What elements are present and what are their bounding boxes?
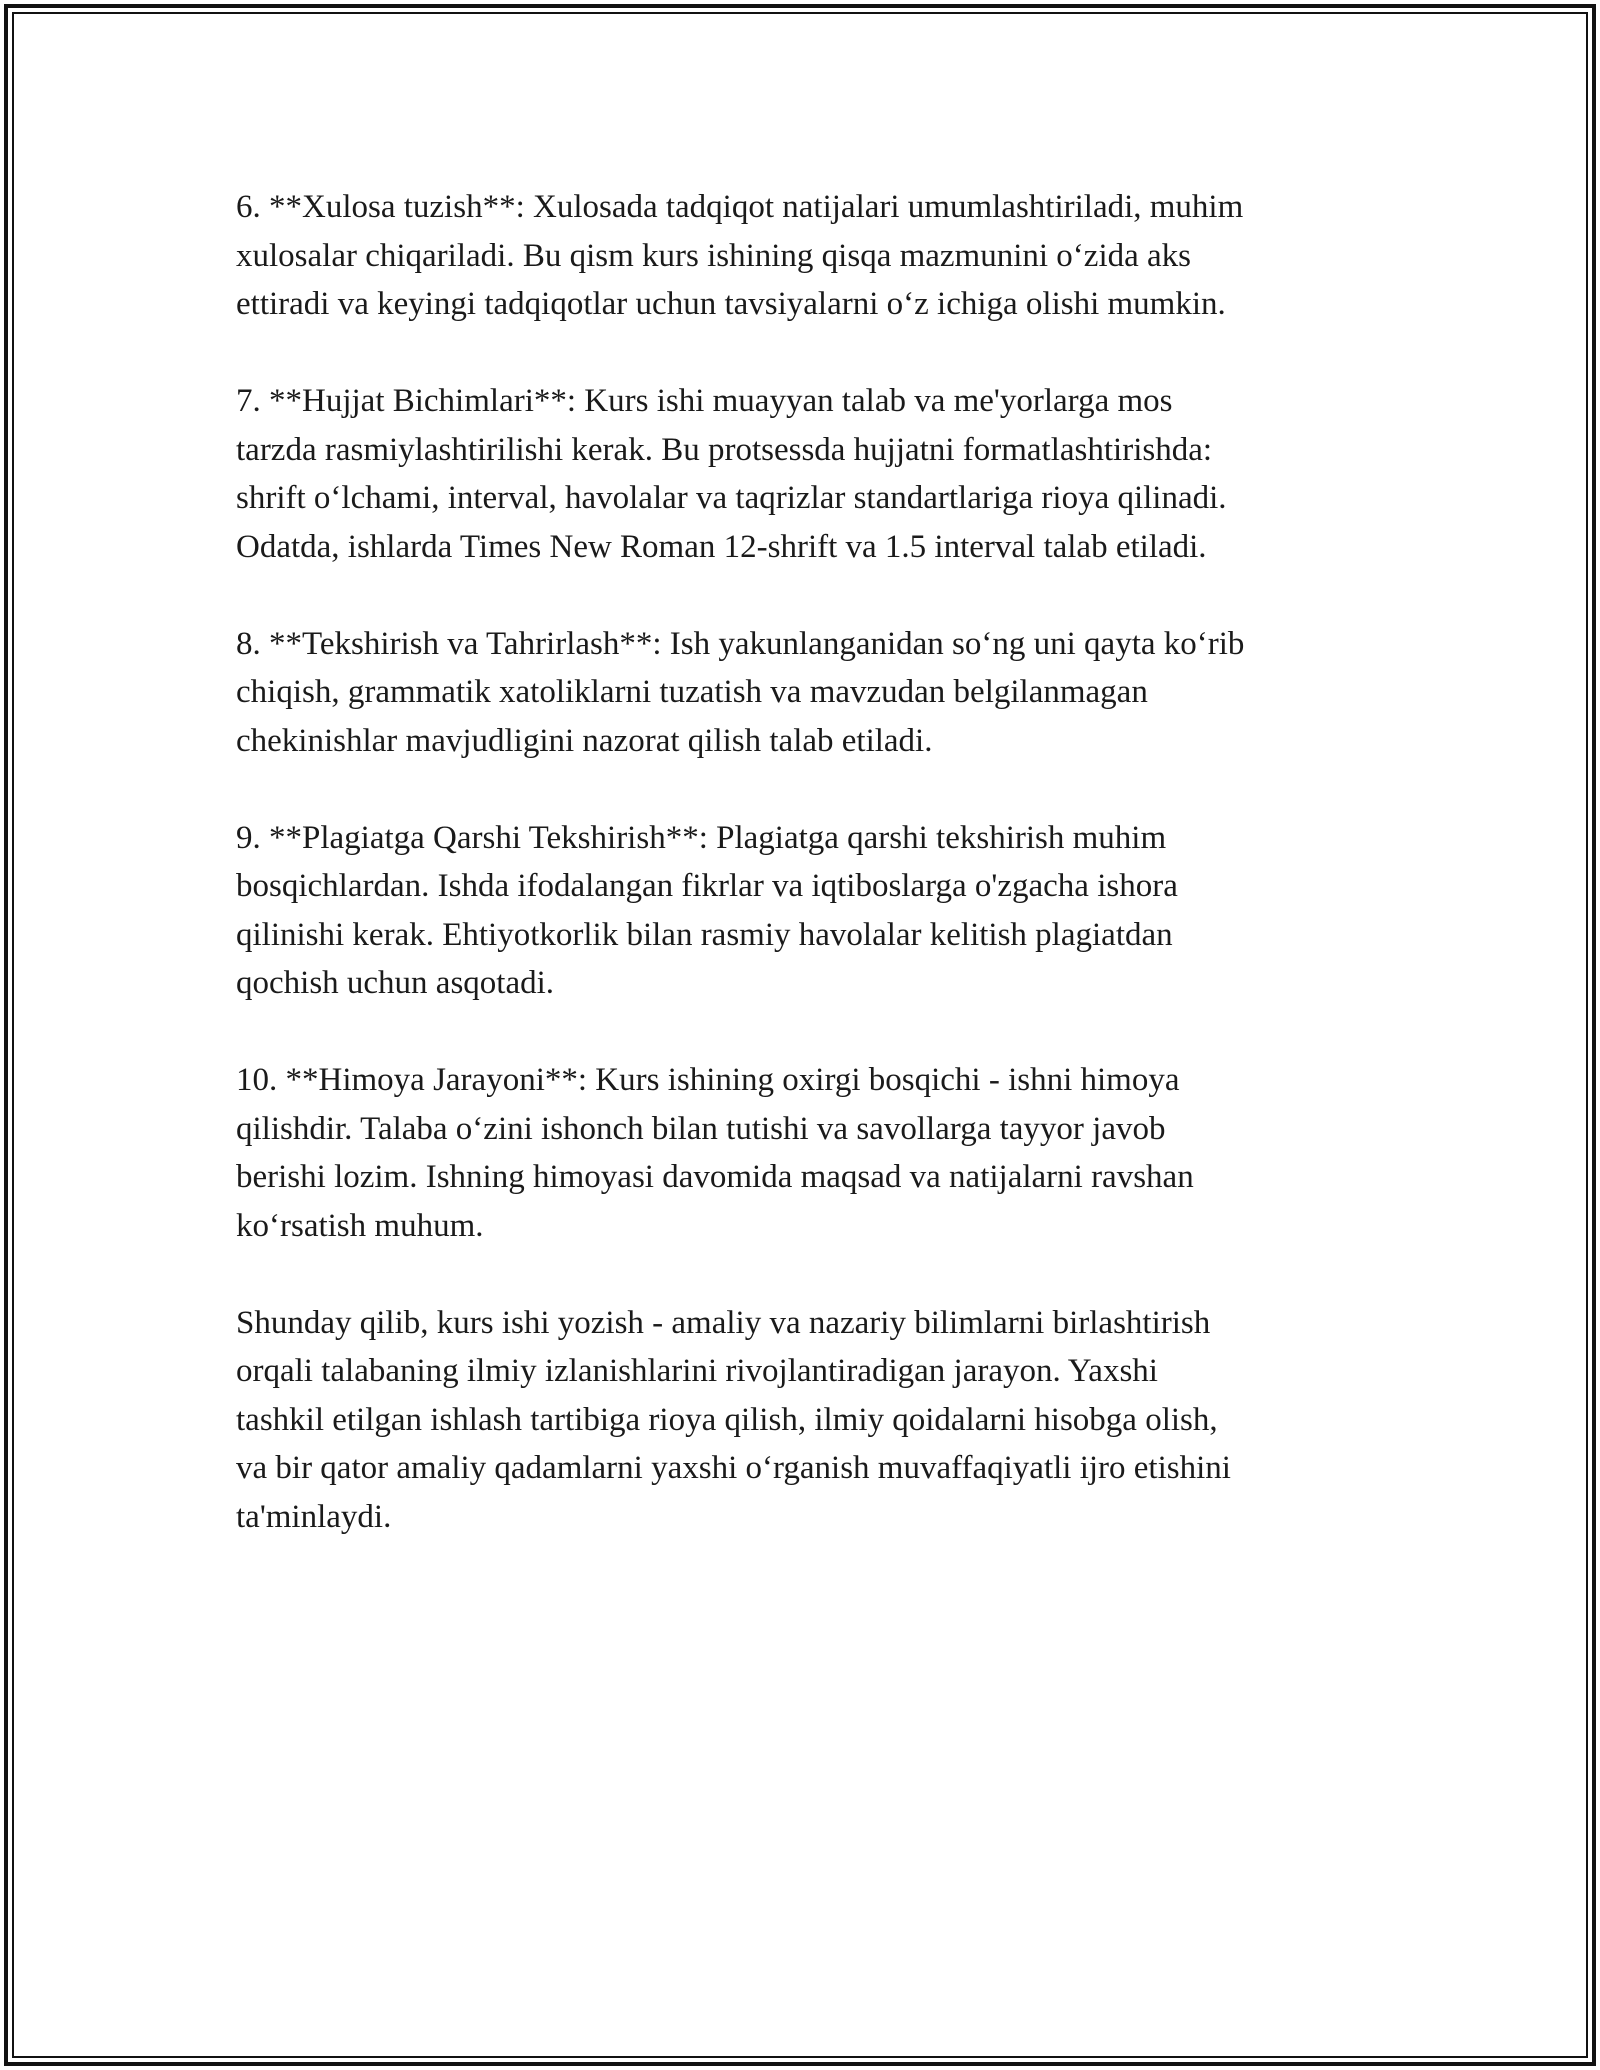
paragraph-8-tekshirish-va-tahrirlash: 8. **Tekshirish va Tahrirlash**: Ish yakunlanganidan so‘ng uni qayta ko‘rib chiqish, grammatik xatoliklarni tuzatish va mavzudan belgilanmagan chekinishlar mavjudligini nazorat qilish talab etiladi. — [236, 625, 1245, 759]
paragraph-7-hujjat-bichimlari: 7. **Hujjat Bichimlari**: Kurs ishi muayyan talab va me'yorlarga mos tarzda rasmiylashtirilishi kerak. Bu protsessda hujjatni formatlashtirishda: shrift o‘lchami, interval, havolalar va taqrizlar standartlariga rioya qilinadi. Odatda, ishlarda Times New Roman 12-shrift va 1.5 interval talab etiladi. — [236, 383, 1227, 565]
paragraph-10-himoya-jarayoni: 10. **Himoya Jarayoni**: Kurs ishining oxirgi bosqichi - ishni himoya qilishdir. Talaba o‘zini ishonch bilan tutishi va savollarga tayyor javob berishi lozim. Ishning himoyasi davomida maqsad va natijalarni ravshan ko‘rsatish muhum. — [236, 1062, 1194, 1244]
paragraph-conclusion: Shunday qilib, kurs ishi yozish - amaliy va nazariy bilimlarni birlashtirish orqali talabaning ilmiy izlanishlarini rivojlantiradigan jarayon. Yaxshi tashkil etilgan ishlash tartibiga rioya qilish, ilmiy qoidalarni hisobga olish, va bir qator amaliy qadamlarni yaxshi o‘rganish muvaffaqiyatli ijro etishini ta'minlaydi. — [236, 1304, 1231, 1535]
paragraph-9-plagiatga-qarshi-tekshirish: 9. **Plagiatga Qarshi Tekshirish**: Plagiatga qarshi tekshirish muhim bosqichlardan. Ishda ifodalangan fikrlar va iqtiboslarga o'zgacha ishora qilinishi kerak. Ehtiyotkorlik bilan rasmiy havolalar kelitish plagiatdan qochish uchun asqotadi. — [236, 819, 1178, 1001]
document-body — [236, 183, 1396, 1541]
paragraph-6-xulosa-tuzish: 6. **Xulosa tuzish**: Xulosada tadqiqot natijalari umumlashtiriladi, muhim xulosalar chiqariladi. Bu qism kurs ishining qisqa mazmunini o‘zida aks ettiradi va keyingi tadqiqotlar uchun tavsiyalarni o‘z ichiga olishi mumkin. — [236, 189, 1244, 322]
